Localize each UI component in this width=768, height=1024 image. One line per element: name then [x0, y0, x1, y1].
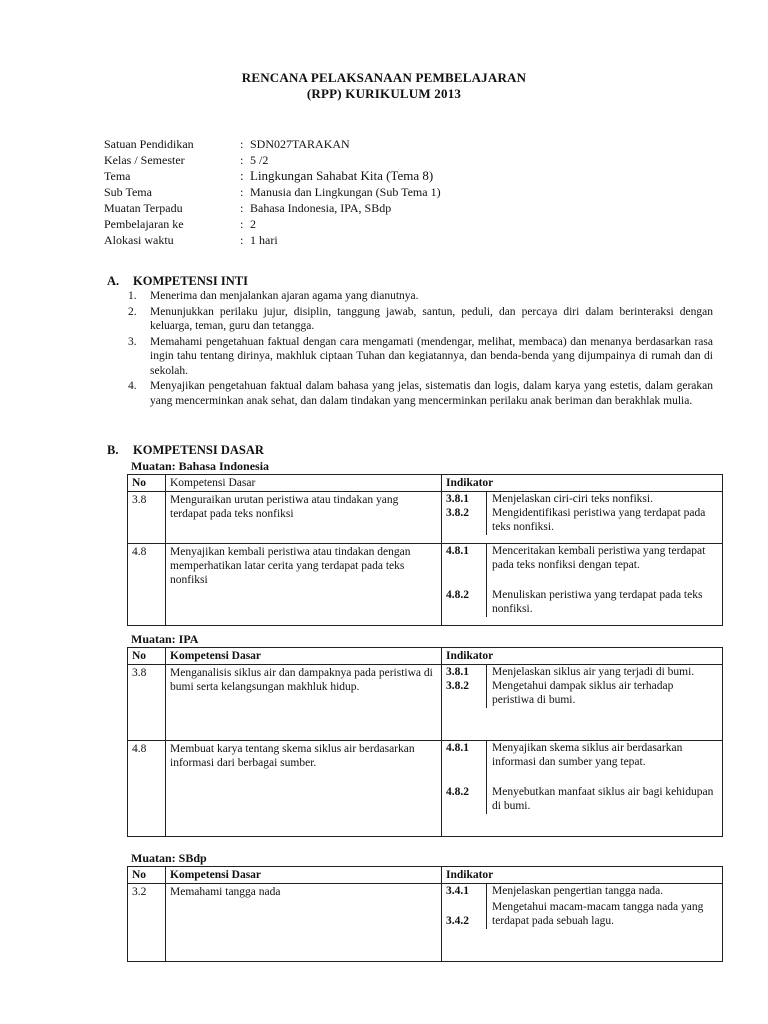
table-row	[128, 884, 723, 962]
section-a-heading	[107, 274, 248, 289]
indicator-text: Mengidentifikasi peristiwa yang terdapat pada teks nonfiksi.	[492, 507, 706, 533]
indicator-text: Menjelaskan siklus air yang terjadi di bumi.	[492, 666, 695, 678]
indicator-code: 3.8.1	[446, 666, 469, 678]
indicator-item	[442, 544, 722, 588]
indicator-item	[442, 492, 722, 506]
indicator-text: Menyebutkan manfaat siklus air bagi kehidupan di bumi.	[492, 786, 714, 812]
column-header-kd: Kompetensi Dasar	[166, 648, 442, 665]
column-header-no: No	[128, 475, 166, 492]
identity-label: Sub Tema	[104, 185, 152, 199]
indicator-item	[442, 785, 722, 813]
cell-no: 4.8	[128, 741, 166, 837]
indicator-code: 4.8.1	[446, 545, 469, 557]
cell-kd: Membuat karya tentang skema siklus air berdasarkan informasi dari berbagai sumber.	[166, 741, 442, 837]
column-header-kd: Kompetensi Dasar	[166, 475, 442, 492]
list-item-text: Menerima dan menjalankan ajaran agama yang dianutnya.	[150, 290, 419, 302]
identity-value: 5 /2	[250, 153, 269, 167]
cell-no: 3.8	[128, 492, 166, 544]
identity-separator: :	[240, 153, 244, 167]
column-header-indikator: Indikator	[442, 867, 723, 884]
identity-separator: :	[240, 201, 244, 215]
indicator-code: 4.8.2	[446, 786, 469, 798]
cell-indikator	[442, 544, 723, 626]
kd-table-sbdp	[127, 866, 723, 962]
identity-separator: :	[240, 233, 244, 247]
indicator-code: 3.8.2	[446, 680, 469, 692]
cell-kd: Menganalisis siklus air dan dampaknya pada peristiwa di bumi serta kelangsungan makhluk hidup.	[166, 665, 442, 741]
table-row	[128, 665, 723, 741]
table-header-row	[128, 475, 723, 492]
identity-value: 1 hari	[250, 233, 278, 247]
kompetensi-inti-list	[128, 289, 713, 409]
section-b-heading	[107, 443, 264, 458]
cell-indikator	[442, 665, 723, 741]
indicator-item	[442, 506, 722, 534]
indicator-item	[442, 741, 722, 785]
indicator-text: Menuliskan peristiwa yang terdapat pada teks nonfiksi.	[492, 589, 703, 615]
list-item	[128, 305, 713, 334]
indicator-item	[442, 679, 722, 707]
identity-value: Bahasa Indonesia, IPA, SBdp	[250, 201, 392, 215]
indicator-text: Menjelaskan ciri-ciri teks nonfiksi.	[492, 493, 653, 505]
identity-value: 2	[250, 217, 256, 231]
list-item-number: 3.	[128, 335, 137, 348]
table-row	[128, 492, 723, 544]
column-header-no: No	[128, 648, 166, 665]
identity-label: Muatan Terpadu	[104, 201, 183, 215]
indicator-code: 3.4.1	[446, 885, 469, 897]
column-header-indikator: Indikator	[442, 475, 723, 492]
cell-indikator	[442, 741, 723, 837]
section-title: KOMPETENSI INTI	[133, 274, 248, 288]
table-row	[128, 741, 723, 837]
list-item-text: Menunjukkan perilaku jujur, disiplin, tanggung jawab, santun, peduli, dan percaya diri dalam berinteraksi dengan keluarga, teman, guru dan tetangga.	[150, 305, 713, 332]
cell-no: 3.2	[128, 884, 166, 962]
kd-table-ipa	[127, 647, 723, 837]
indicator-item	[442, 588, 722, 616]
list-item-number: 2.	[128, 305, 137, 318]
identity-label: Alokasi waktu	[104, 233, 174, 247]
list-item-text: Memahami pengetahuan faktual dengan cara mengamati (mendengar, melihat, membaca) dan menanya berdasarkan rasa ingin tahu tentang dirinya, makhluk ciptaan Tuhan dan kegiatannya, dan benda-benda yang dijumpainya di rumah dan di sekolah.	[150, 335, 713, 377]
list-item-number: 4.	[128, 380, 137, 392]
indicator-text: Menceritakan kembali peristiwa yang terdapat pada teks nonfiksi dengan tepat.	[492, 545, 706, 571]
section-letter: A.	[107, 274, 120, 288]
section-title: KOMPETENSI DASAR	[133, 443, 264, 457]
identity-value: SDN027TARAKAN	[250, 137, 350, 151]
muatan-sbdp-title: Muatan: SBdp	[131, 851, 207, 865]
identity-value: Lingkungan Sahabat Kita (Tema 8)	[250, 168, 434, 183]
indicator-code: 4.8.1	[446, 742, 469, 754]
identity-separator: :	[240, 168, 244, 183]
identity-label: Tema	[104, 169, 131, 183]
indicator-text: Menjelaskan pengertian tangga nada.	[492, 885, 664, 897]
indicator-item	[442, 884, 722, 900]
list-item-number: 1.	[128, 290, 137, 302]
cell-indikator	[442, 492, 723, 544]
table-header-row	[128, 867, 723, 884]
column-header-no: No	[128, 867, 166, 884]
identity-label: Pembelajaran ke	[104, 217, 184, 231]
kd-table-bindo	[127, 474, 723, 626]
cell-indikator	[442, 884, 723, 962]
section-letter: B.	[107, 443, 119, 457]
indicator-item	[442, 900, 722, 928]
indicator-item	[442, 665, 722, 679]
identity-separator: :	[240, 137, 244, 151]
table-header-row	[128, 648, 723, 665]
cell-kd: Menguraikan urutan peristiwa atau tindakan yang terdapat pada teks nonfiksi	[166, 492, 442, 544]
indicator-text: Mengetahui macam-macam tangga nada yang terdapat pada sebuah lagu.	[492, 901, 704, 927]
indicator-code: 4.8.2	[446, 589, 469, 601]
cell-kd: Memahami tangga nada	[166, 884, 442, 962]
cell-kd: Menyajikan kembali peristiwa atau tindakan dengan memperhatikan latar cerita yang terdapat pada teks nonfiksi	[166, 544, 442, 626]
identity-value: Manusia dan Lingkungan (Sub Tema 1)	[250, 185, 441, 199]
column-header-indikator: Indikator	[442, 648, 723, 665]
indicator-text: Menyajikan skema siklus air berdasarkan informasi dan sumber yang tepat.	[492, 742, 683, 768]
identity-label: Kelas / Semester	[104, 153, 185, 167]
list-item	[128, 379, 713, 408]
muatan-ipa-title: Muatan: IPA	[131, 632, 199, 646]
list-item-text: Menyajikan pengetahuan faktual dalam bahasa yang jelas, sistematis dan logis, dalam karya yang estetis, dalam gerakan yang mencerminkan anak sehat, dan dalam tindakan yang mencerminkan perilaku anak beriman dan berakhlak mulia.	[150, 380, 713, 407]
document-title: RENCANA PELAKSANAAN PEMBELAJARAN	[241, 70, 527, 85]
cell-no: 3.8	[128, 665, 166, 741]
indicator-code: 3.4.2	[446, 915, 469, 927]
identity-separator: :	[240, 185, 244, 199]
column-header-kd: Kompetensi Dasar	[166, 867, 442, 884]
cell-no: 4.8	[128, 544, 166, 626]
document-subtitle: (RPP) KURIKULUM 2013	[306, 86, 462, 101]
muatan-bindo-title: Muatan: Bahasa Indonesia	[131, 459, 270, 473]
table-row	[128, 544, 723, 626]
indicator-code: 3.8.2	[446, 507, 469, 519]
list-item	[128, 289, 713, 304]
identity-label: Satuan Pendidikan	[104, 137, 194, 151]
indicator-text: Mengetahui dampak siklus air terhadap peristiwa di bumi.	[492, 680, 674, 706]
indicator-code: 3.8.1	[446, 493, 469, 505]
list-item	[128, 335, 713, 379]
identity-separator: :	[240, 217, 244, 231]
